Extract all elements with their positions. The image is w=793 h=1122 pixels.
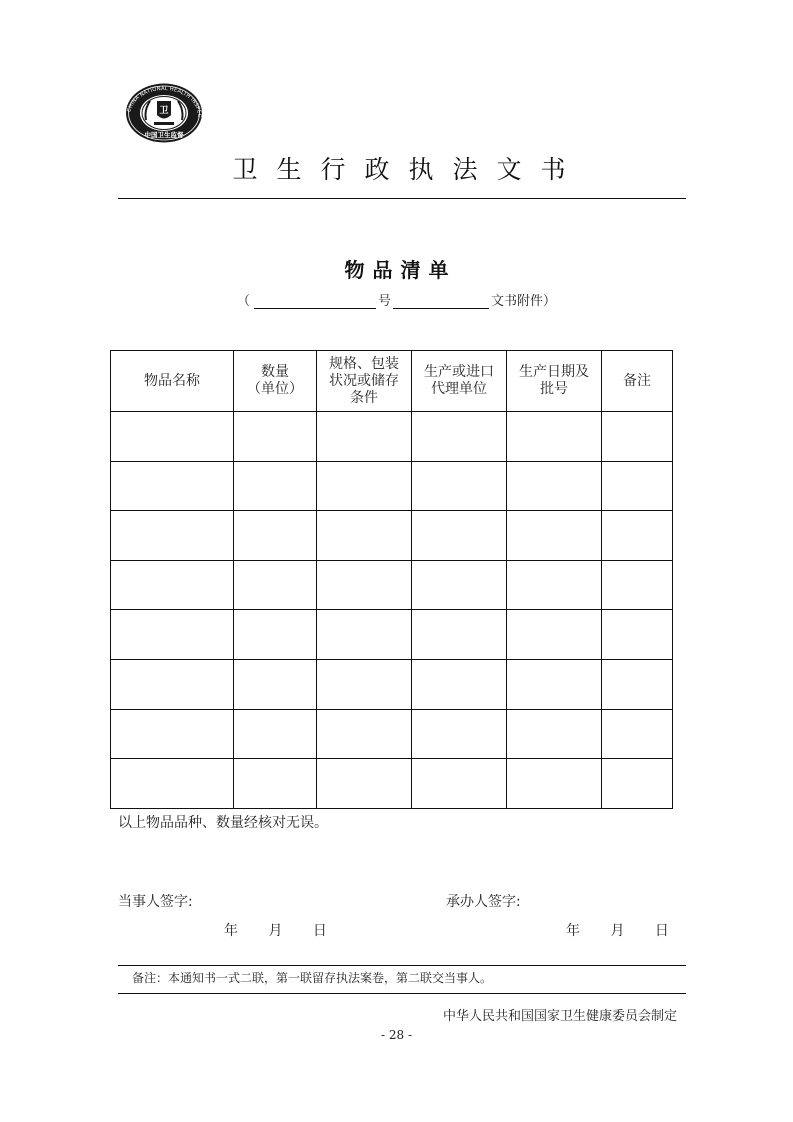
table-cell[interactable] — [234, 461, 317, 511]
column-header-quantity: 数量 （单位） — [234, 351, 317, 412]
svg-text:中国卫生监督: 中国卫生监督 — [144, 131, 184, 139]
column-header-specification: 规格、包装 状况或储存 条件 — [317, 351, 412, 412]
table-cell[interactable] — [234, 610, 317, 660]
table-cell[interactable] — [111, 461, 234, 511]
table-cell[interactable] — [317, 511, 412, 561]
items-table-body — [111, 412, 673, 809]
table-cell[interactable] — [602, 709, 673, 759]
ref-number-blank[interactable] — [393, 294, 489, 309]
table-cell[interactable] — [412, 511, 507, 561]
officer-date-day: 日 — [654, 923, 669, 939]
table-cell[interactable] — [111, 560, 234, 610]
table-cell[interactable] — [507, 560, 602, 610]
ref-prefix-blank[interactable] — [254, 294, 376, 309]
table-cell[interactable] — [412, 461, 507, 511]
table-cell[interactable] — [507, 709, 602, 759]
health-inspection-emblem — [124, 82, 204, 144]
party-date-month: 月 — [268, 923, 283, 939]
party-signature-label: 当事人签字: — [118, 894, 193, 910]
table-cell[interactable] — [412, 412, 507, 462]
svg-text:CHINA NATIONAL HEALTH INSPECTI: CHINA NATIONAL HEALTH INSPEC — [126, 85, 203, 118]
table-cell[interactable] — [234, 709, 317, 759]
table-cell[interactable] — [507, 412, 602, 462]
column-header-item-name: 物品名称 — [111, 351, 234, 412]
table-row — [111, 610, 673, 660]
party-signature-date — [224, 920, 327, 940]
table-row — [111, 709, 673, 759]
issuing-authority: 中华人民共和国国家卫生健康委员会制定 — [442, 1009, 677, 1024]
table-cell[interactable] — [317, 461, 412, 511]
table-cell[interactable] — [234, 511, 317, 561]
table-cell[interactable] — [412, 610, 507, 660]
table-cell[interactable] — [507, 759, 602, 809]
table-row — [111, 412, 673, 462]
table-cell[interactable] — [234, 412, 317, 462]
ref-number-label: 号 — [377, 294, 391, 309]
table-row — [111, 560, 673, 610]
page-number: - 28 - — [380, 1028, 412, 1042]
header-title: 卫生行政执法文书 — [232, 155, 585, 184]
note-bottom-rule — [118, 993, 686, 994]
officer-date-year: 年 — [566, 923, 580, 939]
officer-signature-date — [566, 920, 669, 940]
table-row — [111, 759, 673, 809]
header-rule — [118, 198, 686, 199]
table-cell[interactable] — [234, 560, 317, 610]
table-cell[interactable] — [317, 709, 412, 759]
table-cell[interactable] — [111, 659, 234, 709]
document-title: 物品清单 — [344, 258, 457, 282]
table-cell[interactable] — [234, 759, 317, 809]
document-reference-line — [0, 290, 793, 309]
table-cell[interactable] — [602, 610, 673, 660]
party-date-year: 年 — [224, 923, 238, 939]
ref-open-paren: （ — [236, 294, 250, 309]
table-cell[interactable] — [111, 709, 234, 759]
column-header-manufacturer: 生产或进口 代理单位 — [412, 351, 507, 412]
table-row — [111, 511, 673, 561]
table-cell[interactable] — [111, 511, 234, 561]
party-date-day: 日 — [312, 923, 327, 939]
table-cell[interactable] — [602, 461, 673, 511]
table-cell[interactable] — [602, 659, 673, 709]
table-cell[interactable] — [111, 759, 234, 809]
table-cell[interactable] — [317, 412, 412, 462]
note-top-rule — [118, 965, 686, 966]
table-cell[interactable] — [412, 709, 507, 759]
table-cell[interactable] — [507, 659, 602, 709]
table-cell[interactable] — [234, 659, 317, 709]
column-header-remarks: 备注 — [602, 351, 673, 412]
svg-text:卫: 卫 — [159, 106, 169, 116]
table-cell[interactable] — [111, 412, 234, 462]
table-cell[interactable] — [507, 610, 602, 660]
table-cell[interactable] — [602, 560, 673, 610]
table-cell[interactable] — [507, 511, 602, 561]
items-table — [110, 350, 673, 809]
table-header-row — [111, 351, 673, 412]
footnote: 备注：本通知书一式二联，第一联留存执法案卷，第二联交当事人。 — [132, 971, 493, 985]
table-cell[interactable] — [317, 659, 412, 709]
table-cell[interactable] — [317, 610, 412, 660]
table-row — [111, 461, 673, 511]
table-cell[interactable] — [111, 610, 234, 660]
table-cell[interactable] — [412, 560, 507, 610]
officer-date-month: 月 — [610, 923, 625, 939]
table-cell[interactable] — [602, 759, 673, 809]
table-row — [111, 659, 673, 709]
table-cell[interactable] — [507, 461, 602, 511]
table-cell[interactable] — [602, 412, 673, 462]
table-cell[interactable] — [412, 759, 507, 809]
verification-statement: 以上物品品种、数量经核对无误。 — [118, 815, 328, 831]
column-header-production-date: 生产日期及 批号 — [507, 351, 602, 412]
table-cell[interactable] — [602, 511, 673, 561]
table-cell[interactable] — [317, 560, 412, 610]
table-cell[interactable] — [412, 659, 507, 709]
officer-signature-label: 承办人签字: — [446, 894, 521, 910]
table-cell[interactable] — [317, 759, 412, 809]
ref-tail-label: 文书附件） — [491, 294, 557, 309]
